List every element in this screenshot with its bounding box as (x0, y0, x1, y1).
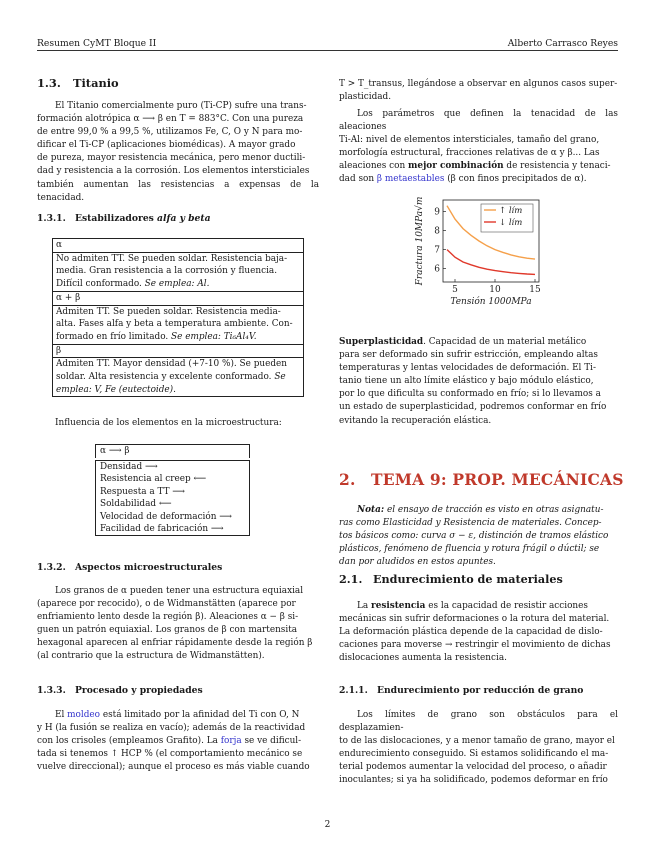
processing-paragraph: El moldeo está limitado por la afinidad del Ti con O, N y H (la fusión se realiza en vacío); además de la reactividad con los crisoles (empleamos Grafito). La forja se ve dificul- tada si tenemos ↑ HCP % (el comportamiento mecánico se vuelve direccional); aunque el proceso es más viable cuando (37, 710, 310, 773)
x-tick-label: 10 (489, 285, 501, 295)
influence-row: Velocidad de deformación ⟶ (100, 511, 232, 522)
fracture-tension-chart (410, 190, 550, 310)
x-tick-label: 5 (452, 285, 458, 295)
section-1-3-1-title: 1.3.1. Estabilizadores alfa y beta (37, 213, 211, 224)
influence-row: Resistencia al creep ⟵ (100, 474, 207, 485)
legend-label: ↓ lím (499, 218, 523, 228)
y-tick-label: 7 (434, 245, 440, 256)
section-2-1-title: 2.1. Endurecimiento de materiales (339, 572, 563, 586)
influence-table (95, 460, 250, 536)
y-tick-label: 8 (434, 226, 440, 237)
section-2-1-1-title: 2.1.1. Endurecimiento por reducción de grano (339, 685, 584, 696)
influence-row: Respuesta a TT ⟶ (100, 486, 186, 497)
superplasticity-paragraph: Superplasticidad. Capacidad de un material metálico para ser deformado sin sufrir estricción, empleando altas temperaturas y lentas velocidades de deformación. El Ti- tanio tiene un alto límite elástico y bajo módulo elástico, por lo que dificulta su conformado en frío; si lo llevamos a un estado de superplasticidad, podremos conformar en frío evitando la recuperación elástica. (339, 337, 607, 426)
beta-header: β (53, 344, 303, 359)
y-tick-label: 6 (434, 264, 440, 275)
forja-link[interactable]: forja (220, 736, 242, 747)
x-axis-label: Tensión 1000MPa (450, 297, 532, 307)
influence-row: Facilidad de fabricación ⟶ (100, 524, 224, 535)
beta-description: Admiten TT. Mayor densidad (+7-10 %). Se pueden soldar. Alta resistencia y excelente conformado. Se emplea: V, Fe (eutectoide). (56, 359, 288, 395)
page-number: 2 (324, 820, 331, 830)
series-line-2 (447, 250, 535, 275)
header-left: Resumen CyMT Bloque II (37, 38, 157, 49)
nota-paragraph: Nota: el ensayo de tracción es visto en otras asignatu- ras como Elasticidad y Resistencia de materiales. Concep- tos básicos como: curva σ − ε, distinción de tramos elástico plásticos, fenómeno de fluencia y rotura frágil o dúctil; se dan por aludidos en estos apuntes. (339, 505, 609, 568)
influence-row: Densidad ⟶ (100, 462, 158, 472)
y-tick-label: 9 (434, 207, 440, 218)
x-tick-label: 15 (529, 285, 541, 295)
alpha-description: No admiten TT. Se pueden soldar. Resistencia baja- media. Gran resistencia a la corrosión y fluencia. Difícil conformado. Se emplea: Al. (56, 253, 288, 290)
section-2-title: 2. TEMA 9: PROP. MECÁNICAS (339, 470, 624, 489)
tenacity-paragraph: Los parámetros que definen la tenacidad de las aleaciones Ti-Al: nivel de elementos intersticiales, tamaño del grano, morfología estructural, fracciones relativas de α y β... Las aleaciones con mejor combinación de resistencia y tenaci- dad son β metaestables (β con finos precipitados de α). (339, 109, 618, 185)
section-1-3-2-title: 1.3.2. Aspectos microestructurales (37, 562, 223, 573)
header-right: Alberto Carrasco Reyes (507, 38, 618, 49)
microstructure-paragraph: Los granos de α pueden tener una estructura equiaxial (aparece por recocido), o de Widmanstätten (aparece por enfriamiento lento desde la región β). Aleaciones α − β si- guen un patrón equiaxial. Los granos de β con martensita hexagonal aparecen al enfriar rápidamente desde la región β (al contrario que la estructura de Widmanstätten). (37, 586, 313, 662)
legend-label: ↑ lím (499, 206, 523, 216)
influence-table-header: α ⟶ β (95, 444, 250, 458)
resistance-paragraph: La resistencia es la capacidad de resistir acciones mecánicas sin sufrir deformaciones o la rotura del material. La deformación plástica depende de la capacidad de dislo- caciones para moverse → restringir el movimiento de dichas dislocaciones aumenta la resistencia. (339, 601, 611, 664)
section-1-3-3-title: 1.3.3. Procesado y propiedades (37, 685, 203, 696)
alpha-beta-description: Admiten TT. Se pueden soldar. Resistencia media- alta. Fases alfa y beta a temperatura ambiente. Con- formado en frío limitado. Se emplea: Ti₆Al₄V. (56, 306, 293, 342)
section-1-3-title: 1.3. Titanio (37, 76, 119, 90)
y-axis-label: Fractura 10MPa√m (415, 196, 425, 286)
alpha-header: α (53, 239, 303, 253)
influence-row: Soldabilidad ⟵ (100, 499, 172, 510)
transus-paragraph: T > T_transus, llegándose a observar en algunos casos super- plasticidad. (339, 79, 618, 103)
titanio-paragraph: El Titanio comercialmente puro (Ti-CP) sufre una trans- formación alotrópica α ⟶ β en T = 883°C. Con una pureza de entre 99,0 % a 99,5 %, utilizamos Fe, C, O y N para mo- dificar el Ti-CP (aplicaciones biomédicas). A mayor grado de pureza, mayor resistencia mecánica, pero menor ductili- dad y resistencia a la corrosión. Los elementos intersticiales también aumentan las resistencias a expensas de la tenacidad. (37, 101, 319, 203)
header-rule (37, 50, 618, 51)
grain-paragraph: Los límites de grano son obstáculos para el desplazamien- to de las dislocaciones, y a menor tamaño de grano, mayor el endurecimiento conseguido. Si estamos solidificando el ma- terial podemos aumentar la velocidad del proceso, o añadir inoculantes; si ya ha solidificado, podemos deformar en frío (339, 710, 618, 786)
influence-intro: Influencia de los elementos en la microestructura: (55, 418, 282, 428)
moldeo-link[interactable]: moldeo (67, 710, 101, 720)
stabilizers-table (52, 238, 304, 397)
alpha-beta-header: α + β (53, 291, 303, 306)
beta-metaestables-link[interactable]: β metaestables (376, 174, 445, 185)
